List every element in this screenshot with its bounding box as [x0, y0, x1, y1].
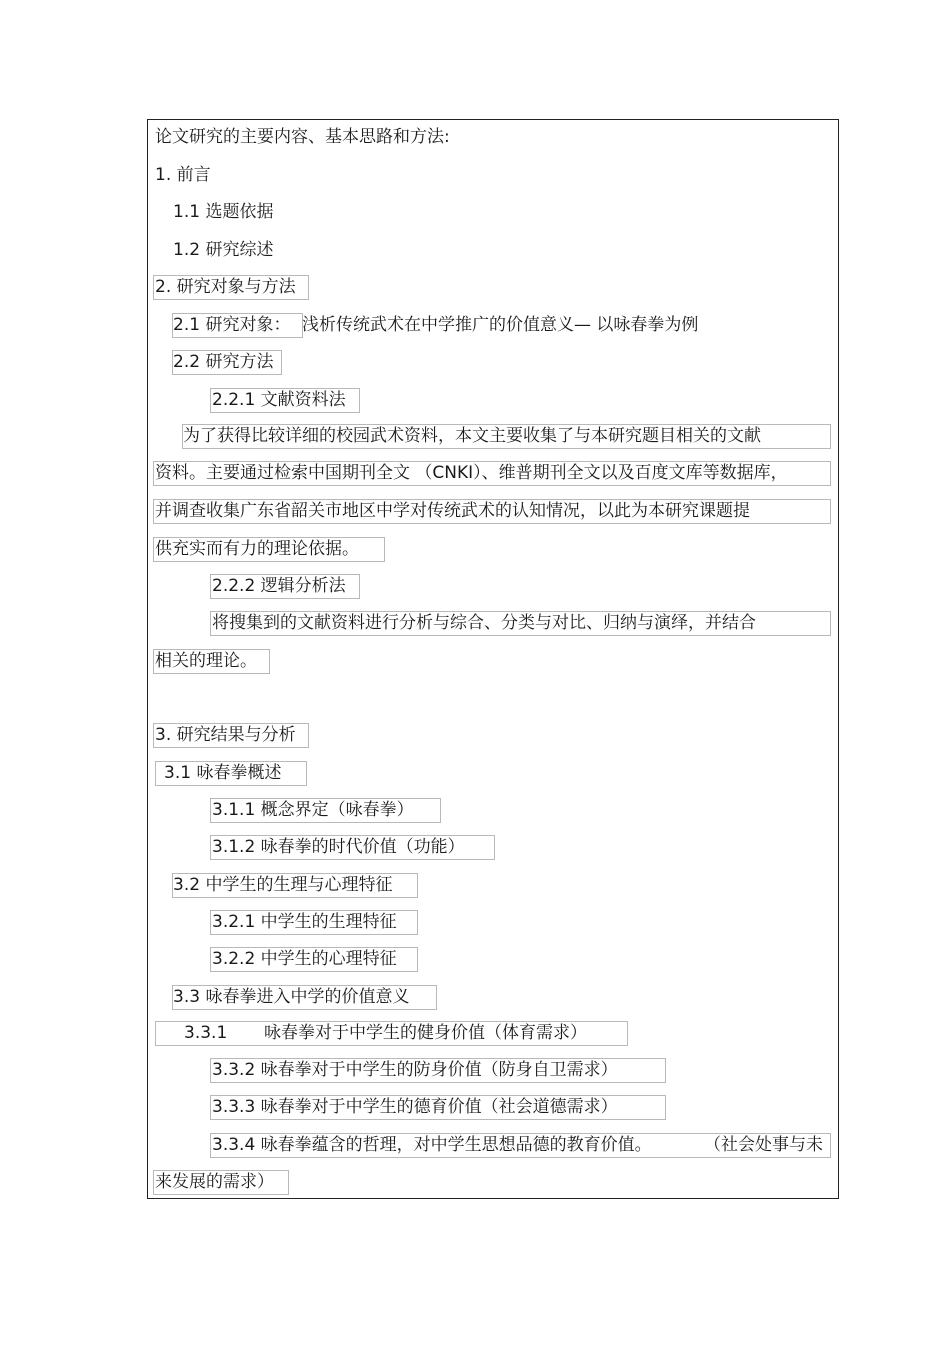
paragraph-line: 资料。主要通过检索中国期刊全文 （CNKI）、维普期刊全文以及百度文库等数据库，	[155, 463, 788, 483]
heading-3-3-1-number: 3.3.1	[184, 1023, 228, 1043]
paragraph-line: 将搜集到的文献资料进行分析与综合、分类与对比、归纳与演绎，并结合	[212, 613, 756, 633]
heading-1-1: 1.1 选题依据	[173, 202, 274, 222]
heading-3-3-4: 3.3.4 咏春拳蕴含的哲理，对中学生思想品德的教育价值。	[212, 1135, 652, 1155]
heading-3-1: 3.1 咏春拳概述	[164, 763, 282, 783]
heading-3: 3. 研究结果与分析	[155, 725, 296, 745]
heading-3-2-2: 3.2.2 中学生的心理特征	[212, 949, 397, 969]
paragraph-line: 供充实而有力的理论依据。	[155, 539, 359, 559]
heading-3-1-1: 3.1.1 概念界定（咏春拳）	[212, 800, 414, 820]
heading-3-1-2: 3.1.2 咏春拳的时代价值（功能）	[212, 837, 465, 857]
heading-2-2-1: 2.2.1 文献资料法	[212, 390, 346, 410]
heading-2-1-text: 浅析传统武术在中学推广的价值意义— 以咏春拳为例	[302, 315, 699, 335]
heading-1: 1. 前言	[155, 165, 211, 185]
heading-2: 2. 研究对象与方法	[155, 277, 296, 297]
heading-3-3-4-tail: （社会处事与未	[704, 1135, 823, 1155]
paragraph-line: 相关的理论。	[155, 651, 257, 671]
heading-3-2-1: 3.2.1 中学生的生理特征	[212, 912, 397, 932]
heading-3-3-1-text: 咏春拳对于中学生的健身价值（体育需求）	[264, 1023, 587, 1043]
heading-2-2: 2.2 研究方法	[173, 352, 274, 372]
heading-2-2-2: 2.2.2 逻辑分析法	[212, 576, 346, 596]
heading-2-1-label: 2.1 研究对象：	[173, 315, 291, 335]
heading-3-3: 3.3 咏春拳进入中学的价值意义	[173, 987, 410, 1007]
section-header: 论文研究的主要内容、基本思路和方法:	[155, 127, 450, 147]
heading-3-3-3: 3.3.3 咏春拳对于中学生的德育价值（社会道德需求）	[212, 1097, 618, 1117]
heading-3-3-4-continuation: 来发展的需求）	[155, 1172, 274, 1192]
paragraph-line: 并调查收集广东省韶关市地区中学对传统武术的认知情况，以此为本研究课题提	[155, 501, 750, 521]
heading-3-3-2: 3.3.2 咏春拳对于中学生的防身价值（防身自卫需求）	[212, 1060, 618, 1080]
paragraph-line: 为了获得比较详细的校园武术资料，本文主要收集了与本研究题目相关的文献	[183, 426, 761, 446]
heading-1-2: 1.2 研究综述	[173, 240, 274, 260]
heading-3-2: 3.2 中学生的生理与心理特征	[173, 875, 393, 895]
